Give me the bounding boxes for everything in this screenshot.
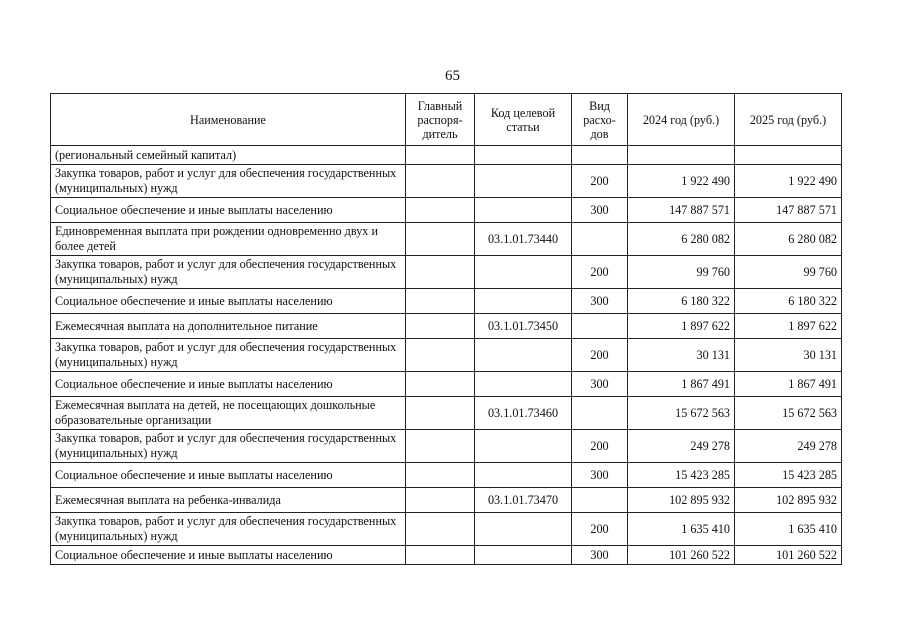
table-row <box>51 546 842 565</box>
cell-code <box>475 289 572 314</box>
cell-2024: 6 180 322 <box>628 289 735 314</box>
table-row <box>51 513 842 546</box>
cell-manager <box>406 256 475 289</box>
table-row <box>51 146 842 165</box>
table-row <box>51 289 842 314</box>
cell-type <box>572 223 628 256</box>
cell-2024: 30 131 <box>628 339 735 372</box>
cell-manager <box>406 463 475 488</box>
cell-2024 <box>628 146 735 165</box>
cell-type: 200 <box>572 513 628 546</box>
cell-name: Ежемесячная выплата на ребенка-инвалида <box>51 488 406 513</box>
header-manager: Главный распоря-дитель <box>406 94 475 146</box>
cell-manager <box>406 513 475 546</box>
cell-manager <box>406 314 475 339</box>
cell-manager <box>406 397 475 430</box>
cell-manager <box>406 289 475 314</box>
cell-2024: 15 423 285 <box>628 463 735 488</box>
cell-2024: 102 895 932 <box>628 488 735 513</box>
cell-code <box>475 546 572 565</box>
cell-code: 03.1.01.73470 <box>475 488 572 513</box>
cell-2024: 101 260 522 <box>628 546 735 565</box>
cell-2025: 1 897 622 <box>735 314 842 339</box>
cell-name: Социальное обеспечение и иные выплаты населению <box>51 546 406 565</box>
cell-manager <box>406 146 475 165</box>
table-row <box>51 372 842 397</box>
header-type: Вид расхо-дов <box>572 94 628 146</box>
cell-name: Социальное обеспечение и иные выплаты населению <box>51 463 406 488</box>
table-row <box>51 397 842 430</box>
cell-name: Единовременная выплата при рождении одновременно двух и более детей <box>51 223 406 256</box>
cell-type: 200 <box>572 256 628 289</box>
cell-manager <box>406 488 475 513</box>
cell-2025: 102 895 932 <box>735 488 842 513</box>
cell-type: 200 <box>572 165 628 198</box>
header-name: Наименование <box>51 94 406 146</box>
cell-type: 300 <box>572 198 628 223</box>
cell-name: (региональный семейный капитал) <box>51 146 406 165</box>
cell-2025: 101 260 522 <box>735 546 842 565</box>
cell-name: Ежемесячная выплата на детей, не посещающих дошкольные образовательные организации <box>51 397 406 430</box>
cell-code: 03.1.01.73460 <box>475 397 572 430</box>
header-year-2025: 2025 год (руб.) <box>735 94 842 146</box>
cell-manager <box>406 372 475 397</box>
cell-code <box>475 146 572 165</box>
cell-manager <box>406 546 475 565</box>
table-row <box>51 430 842 463</box>
cell-code <box>475 513 572 546</box>
cell-name: Социальное обеспечение и иные выплаты населению <box>51 198 406 223</box>
cell-code <box>475 339 572 372</box>
cell-manager <box>406 223 475 256</box>
cell-name: Ежемесячная выплата на дополнительное питание <box>51 314 406 339</box>
table-header-row <box>51 94 842 146</box>
cell-code: 03.1.01.73440 <box>475 223 572 256</box>
cell-2024: 15 672 563 <box>628 397 735 430</box>
header-year-2024: 2024 год (руб.) <box>628 94 735 146</box>
cell-2024: 147 887 571 <box>628 198 735 223</box>
cell-2024: 249 278 <box>628 430 735 463</box>
cell-2025: 6 180 322 <box>735 289 842 314</box>
cell-2025: 6 280 082 <box>735 223 842 256</box>
cell-code <box>475 165 572 198</box>
cell-manager <box>406 430 475 463</box>
cell-2025: 249 278 <box>735 430 842 463</box>
cell-type: 200 <box>572 430 628 463</box>
cell-2024: 6 280 082 <box>628 223 735 256</box>
cell-type: 200 <box>572 339 628 372</box>
cell-2025: 1 635 410 <box>735 513 842 546</box>
cell-2025: 1 922 490 <box>735 165 842 198</box>
cell-name: Закупка товаров, работ и услуг для обеспечения государственных (муниципальных) нужд <box>51 513 406 546</box>
cell-manager <box>406 339 475 372</box>
cell-code <box>475 256 572 289</box>
cell-code: 03.1.01.73450 <box>475 314 572 339</box>
cell-2025: 30 131 <box>735 339 842 372</box>
cell-2024: 1 867 491 <box>628 372 735 397</box>
cell-code <box>475 430 572 463</box>
cell-2025: 15 672 563 <box>735 397 842 430</box>
cell-2024: 1 897 622 <box>628 314 735 339</box>
cell-2024: 1 635 410 <box>628 513 735 546</box>
cell-type: 300 <box>572 372 628 397</box>
table-row <box>51 339 842 372</box>
table-row <box>51 463 842 488</box>
table-row <box>51 314 842 339</box>
cell-type: 300 <box>572 546 628 565</box>
page-number: 65 <box>445 68 460 84</box>
cell-code <box>475 372 572 397</box>
cell-2025: 147 887 571 <box>735 198 842 223</box>
cell-2025: 15 423 285 <box>735 463 842 488</box>
cell-type <box>572 146 628 165</box>
cell-type <box>572 314 628 339</box>
cell-manager <box>406 165 475 198</box>
cell-manager <box>406 198 475 223</box>
cell-type: 300 <box>572 463 628 488</box>
cell-type <box>572 397 628 430</box>
cell-name: Закупка товаров, работ и услуг для обеспечения государственных (муниципальных) нужд <box>51 339 406 372</box>
cell-name: Закупка товаров, работ и услуг для обеспечения государственных (муниципальных) нужд <box>51 430 406 463</box>
table-row <box>51 488 842 513</box>
table-row <box>51 223 842 256</box>
cell-name: Закупка товаров, работ и услуг для обеспечения государственных (муниципальных) нужд <box>51 256 406 289</box>
cell-2024: 99 760 <box>628 256 735 289</box>
header-code: Код целевой статьи <box>475 94 572 146</box>
cell-2025: 99 760 <box>735 256 842 289</box>
cell-code <box>475 198 572 223</box>
budget-table <box>50 93 842 565</box>
cell-name: Социальное обеспечение и иные выплаты населению <box>51 289 406 314</box>
cell-2024: 1 922 490 <box>628 165 735 198</box>
cell-type: 300 <box>572 289 628 314</box>
cell-name: Социальное обеспечение и иные выплаты населению <box>51 372 406 397</box>
cell-code <box>475 463 572 488</box>
cell-name: Закупка товаров, работ и услуг для обеспечения государственных (муниципальных) нужд <box>51 165 406 198</box>
cell-type <box>572 488 628 513</box>
cell-2025: 1 867 491 <box>735 372 842 397</box>
table-row <box>51 256 842 289</box>
cell-2025 <box>735 146 842 165</box>
table-row <box>51 198 842 223</box>
table-row <box>51 165 842 198</box>
